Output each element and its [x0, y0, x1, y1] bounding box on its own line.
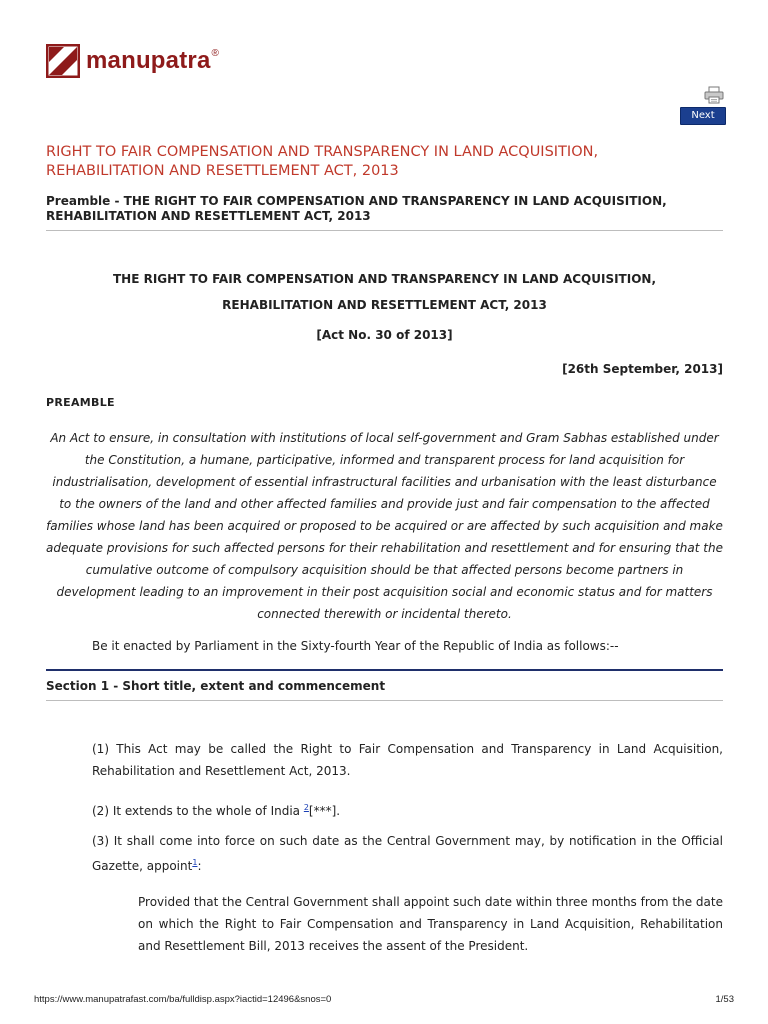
- act-title: RIGHT TO FAIR COMPENSATION AND TRANSPARENCY IN LAND ACQUISITION, REHABILITATION AND RESETTLEMENT ACT, 2013: [46, 144, 599, 179]
- divider: [46, 230, 723, 231]
- clause-2-tail: [***].: [308, 804, 341, 818]
- act-number: [Act No. 30 of 2013]: [316, 328, 453, 342]
- proviso: Provided that the Central Government shall appoint such date within three months from the date on which the Right to Fair Compensation and Transparency in Land Acquisition, Rehabilitation and Resettlement Bill, 2013 receives the assent of the President.: [138, 895, 723, 953]
- clause-2-text: (2) It extends to the whole of India: [92, 804, 304, 818]
- brand-logo[interactable]: [46, 44, 219, 78]
- clause-3-text: (3) It shall come into force on such date as the Central Government may, by notification in the Official Gazette, appoint: [92, 834, 723, 873]
- page-number: 1/53: [715, 994, 734, 1005]
- footnote-link[interactable]: 1: [192, 858, 198, 867]
- body-title: [46, 266, 723, 318]
- print-url: https://www.manupatrafast.com/ba/fulldisp.aspx?iactid=12496&snos=0: [34, 994, 332, 1005]
- preamble-label: PREAMBLE: [46, 396, 115, 409]
- enacting-formula: Be it enacted by Parliament in the Sixty-fourth Year of the Republic of India as follows:--: [92, 639, 619, 653]
- clause-2: [92, 797, 723, 822]
- brand-name: manupatra: [86, 47, 211, 74]
- preamble-heading: Preamble - THE RIGHT TO FAIR COMPENSATION AND TRANSPARENCY IN LAND ACQUISITION, REHABILITATION AND RESETTLEMENT ACT, 2013: [46, 194, 667, 223]
- manupatra-logo-icon: [46, 44, 80, 78]
- clause-3-tail: :: [197, 859, 202, 873]
- registered-mark: ®: [211, 47, 219, 59]
- preamble-text: An Act to ensure, in consultation with institutions of local self-government and Gram Sabhas established under the Constitution, a humane, participative, informed and transparent process for land acquisition for industrialisation, development of essential infrastructural facilities and urbanisation with the least disturbance to the owners of the land and other affected families and provide just and fair compensation to the affected families whose land has been acquired or proposed to be acquired or are affected by such acquisition and make adequate provisions for such affected persons for their rehabilitation and resettlement and for ensuring that the cumulative outcome of compulsory acquisition should be that affected persons become partners in development leading to an improvement in their post acquisition social and economic status and for matters connected therewith or incidental thereto.: [46, 431, 723, 621]
- section-divider: [46, 669, 723, 671]
- printer-icon[interactable]: [704, 86, 724, 104]
- clause-1: (1) This Act may be called the Right to Fair Compensation and Transparency in Land Acquisition, Rehabilitation and Resettlement Act, 2013.: [92, 742, 723, 778]
- next-button[interactable]: Next: [680, 107, 726, 125]
- body-title-line2: REHABILITATION AND RESETTLEMENT ACT, 2013: [222, 298, 547, 312]
- section-heading: Section 1 - Short title, extent and commencement: [46, 679, 386, 693]
- clause-3: [92, 830, 723, 877]
- body-title-line1: THE RIGHT TO FAIR COMPENSATION AND TRANSPARENCY IN LAND ACQUISITION,: [112, 272, 657, 286]
- act-date: [26th September, 2013]: [562, 362, 723, 376]
- footnote-link[interactable]: 2: [303, 803, 309, 812]
- divider: [46, 700, 723, 701]
